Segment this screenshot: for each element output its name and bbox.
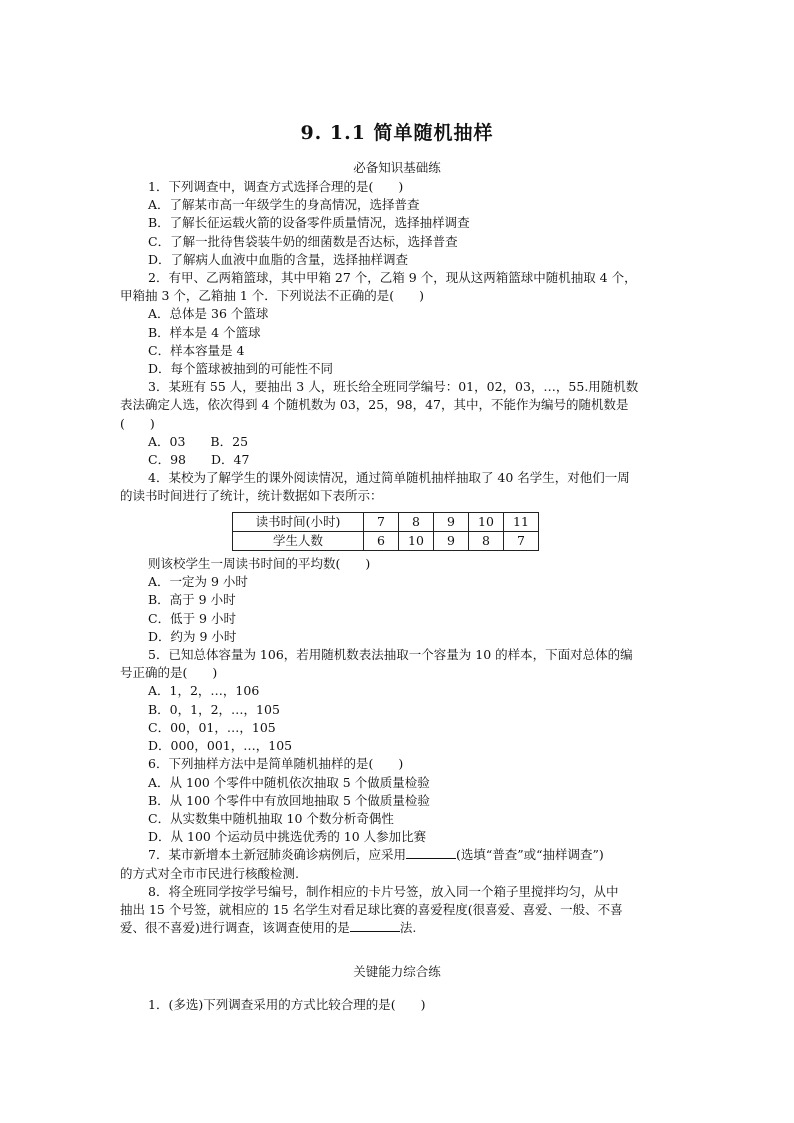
question-list bbox=[120, 178, 684, 937]
question-5-stem-line2: 号正确的是( ) bbox=[120, 665, 218, 681]
question-6-option-c: C．从实数集中随机抽取 10 个数分析奇偶性 bbox=[148, 810, 394, 826]
question-4-question: 则该校学生一周读书时间的平均数( ) bbox=[148, 556, 371, 572]
table-cell: 7 bbox=[364, 512, 399, 531]
question-5-option-c: C．00，01，…，105 bbox=[148, 719, 276, 735]
table-row bbox=[233, 512, 539, 531]
table-header-reading-time: 读书时间(小时) bbox=[233, 512, 364, 531]
advanced-question-1-stem: 1．(多选)下列调查采用的方式比较合理的是( ) bbox=[148, 997, 426, 1012]
question-6-stem: 6．下列抽样方法中是简单随机抽样的是( ) bbox=[148, 756, 404, 772]
question-list-advanced bbox=[120, 996, 684, 1014]
answer-blank bbox=[406, 846, 456, 859]
question-6-option-b: B．从 100 个零件中有放回地抽取 5 个做质量检验 bbox=[148, 792, 430, 808]
question-5-option-b: B．0，1，2，…，105 bbox=[148, 701, 280, 717]
question-7-text-part1: 7．某市新增本土新冠肺炎确诊病例后，应采用 bbox=[148, 847, 406, 863]
question-5-option-a: A．1，2，…，106 bbox=[148, 683, 260, 699]
question-7-text-part2: (选填“普查”或“抽样调查”) bbox=[455, 847, 604, 863]
question-2-option-a: A．总体是 36 个篮球 bbox=[148, 306, 269, 322]
table-cell: 9 bbox=[434, 512, 469, 531]
table-cell: 8 bbox=[399, 512, 434, 531]
question-4-option-a: A．一定为 9 小时 bbox=[148, 574, 248, 590]
table-cell: 7 bbox=[504, 531, 539, 550]
question-7-line2: 的方式对全市市民进行核酸检测. bbox=[120, 865, 299, 881]
table-cell: 9 bbox=[434, 531, 469, 550]
question-5-stem-line1: 5．已知总体容量为 106，若用随机数表法抽取一个容量为 10 的样本，下面对总体的编 bbox=[148, 647, 633, 663]
question-4-option-d: D．约为 9 小时 bbox=[148, 628, 237, 644]
table-cell: 8 bbox=[469, 531, 504, 550]
question-2-stem-line1: 2．有甲、乙两箱篮球，其中甲箱 27 个，乙箱 9 个，现从这两箱篮球中随机抽取 4 个， bbox=[148, 270, 637, 286]
question-8-line1: 8．将全班同学按学号编号，制作相应的卡片号签，放入同一个箱子里搅拌均匀，从中 bbox=[148, 883, 619, 899]
table-cell: 10 bbox=[469, 512, 504, 531]
question-2-option-d: D．每个篮球被抽到的可能性不同 bbox=[148, 361, 334, 377]
question-1-option-d: D．了解病人血液中血脂的含量，选择抽样调查 bbox=[148, 251, 409, 267]
question-1-option-c: C．了解一批待售袋装牛奶的细菌数是否达标，选择普查 bbox=[148, 233, 458, 249]
question-3-stem-line3: ( ) bbox=[120, 415, 155, 431]
question-8-text-part1: 爱、很不喜爱)进行调查，该调查使用的是 bbox=[120, 920, 350, 936]
answer-blank bbox=[350, 919, 400, 932]
question-7-line1 bbox=[120, 846, 684, 864]
question-3-options-row1: A．03 B．25 bbox=[148, 433, 249, 449]
question-5-option-d: D．000，001，…，105 bbox=[148, 738, 293, 754]
section-heading-advanced: 关键能力综合练 bbox=[353, 964, 441, 979]
table-cell: 11 bbox=[504, 512, 539, 531]
page-title: 9. 1.1 简单随机抽样 bbox=[300, 122, 494, 144]
question-3-stem-line1: 3．某班有 55 人，要抽出 3 人，班长给全班同学编号：01，02，03，…，55.用随机数 bbox=[148, 379, 639, 395]
table-cell: 6 bbox=[364, 531, 399, 550]
table-cell: 10 bbox=[399, 531, 434, 550]
table-header-student-count: 学生人数 bbox=[233, 531, 364, 550]
question-8-line3 bbox=[120, 919, 684, 937]
question-3-stem-line2: 表法确定人选，依次得到 4 个随机数为 03，25，98，47，其中，不能作为编号的随机数是 bbox=[120, 397, 629, 413]
question-8-line2: 抽出 15 个号签，就相应的 15 名学生对看足球比赛的喜爱程度(很喜爱、喜爱、一般、不喜 bbox=[120, 901, 623, 917]
question-2-stem-line2: 甲箱抽 3 个，乙箱抽 1 个．下列说法不正确的是( ) bbox=[120, 288, 425, 304]
question-1-option-a: A．了解某市高一年级学生的身高情况，选择普查 bbox=[148, 197, 420, 213]
question-4-option-b: B．高于 9 小时 bbox=[148, 592, 236, 608]
reading-time-table bbox=[232, 512, 539, 551]
question-4-stem-line1: 4．某校为了解学生的课外阅读情况，通过简单随机抽样抽取了 40 名学生，对他们一周 bbox=[148, 470, 630, 486]
table-row bbox=[233, 531, 539, 550]
section-heading-basic: 必备知识基础练 bbox=[353, 160, 441, 175]
question-4-stem-line2: 的读书时间进行了统计，统计数据如下表所示： bbox=[120, 488, 383, 504]
question-6-option-a: A．从 100 个零件中随机依次抽取 5 个做质量检验 bbox=[148, 774, 430, 790]
question-8-text-part2: 法. bbox=[399, 920, 417, 936]
question-6-option-d: D．从 100 个运动员中挑选优秀的 10 人参加比赛 bbox=[148, 829, 427, 845]
question-1-stem: 1．下列调查中，调查方式选择合理的是( ) bbox=[148, 179, 404, 194]
question-1-option-b: B．了解长征运载火箭的设备零件质量情况，选择抽样调查 bbox=[148, 215, 470, 231]
question-2-option-b: B．样本是 4 个篮球 bbox=[148, 324, 261, 340]
question-2-option-c: C．样本容量是 4 bbox=[148, 342, 245, 358]
question-3-options-row2: C．98 D．47 bbox=[148, 452, 250, 468]
question-4-option-c: C．低于 9 小时 bbox=[148, 610, 236, 626]
